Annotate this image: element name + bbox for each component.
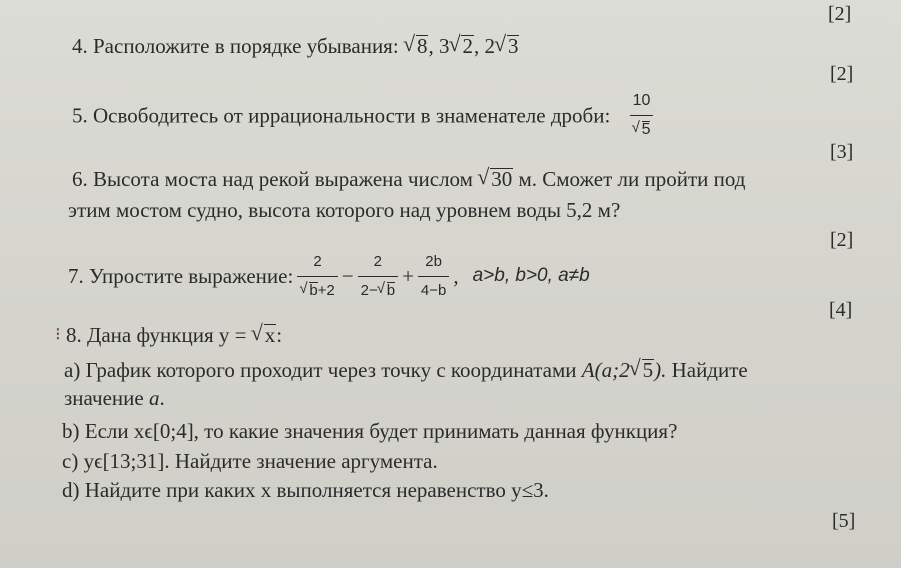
question-7: 7. Упростите выражение: 2 √ b+2 − $\frac{2}{2-√ b}$ + $\frac{2b}{4-b}$ , a>b, b>0, a≠b: [68, 254, 590, 298]
sqrt-30: √ 30: [478, 166, 513, 192]
sqrt-3: √ 3: [495, 33, 520, 59]
question-8b: b) Если xϵ[0;4], то какие значения будет принимать данная функция?: [62, 419, 678, 443]
points-q5: [2]: [830, 63, 854, 85]
q7-fraction-3: $\frac{2b}{4-b}$: [418, 249, 449, 304]
q5-text: 5. Освободитесь от иррациональности в знаменателе дроби:: [72, 103, 611, 128]
points-q7: [2]: [830, 229, 854, 251]
q7-fraction-1: 2 √ b+2: [297, 249, 337, 304]
question-6-line2: этим мостом судно, высота которого над уровнем воды 5,2 м?: [68, 198, 621, 222]
question-8a-line1: a) График которого проходит через точку с координатами A(a;2√ 5). Найдите: [64, 357, 748, 383]
question-8c: c) yϵ[13;31]. Найдите значение аргумента.: [62, 449, 438, 473]
q7-fraction-2: $\frac{2}{2-√ b}$: [358, 249, 398, 304]
q5-fraction: 10 √ 5: [630, 88, 654, 143]
sqrt-5: √ 5: [630, 357, 655, 383]
question-5: [72, 88, 657, 143]
question-8-title: 8. Дана функция y = √ x:: [66, 322, 282, 348]
sqrt-2: √ 2: [449, 33, 474, 59]
sqrt-x: √ x: [252, 322, 277, 348]
question-8d: d) Найдите при каких x выполняется неравенство y≤3.: [62, 478, 549, 502]
sqrt-8: √ 8: [404, 33, 429, 59]
points-q6: [3]: [830, 141, 854, 163]
points-q8: [4]: [829, 299, 853, 321]
points-q8-last: [5]: [832, 510, 856, 532]
question-6-line1: 6. Высота моста над рекой выражена числом √ 30 м. Сможет ли пройти под: [72, 166, 745, 192]
q7-condition: a>b, b>0, a≠b: [472, 265, 590, 286]
margin-mark: ⁝: [55, 324, 61, 344]
question-4: 4. Расположите в порядке убывания: √ 8, 3√ 2, 2√ 3: [72, 33, 519, 59]
points-q4: [2]: [828, 3, 852, 25]
q4-text: 4. Расположите в порядке убывания:: [72, 34, 404, 58]
question-8a-line2: значение a.: [64, 386, 165, 410]
